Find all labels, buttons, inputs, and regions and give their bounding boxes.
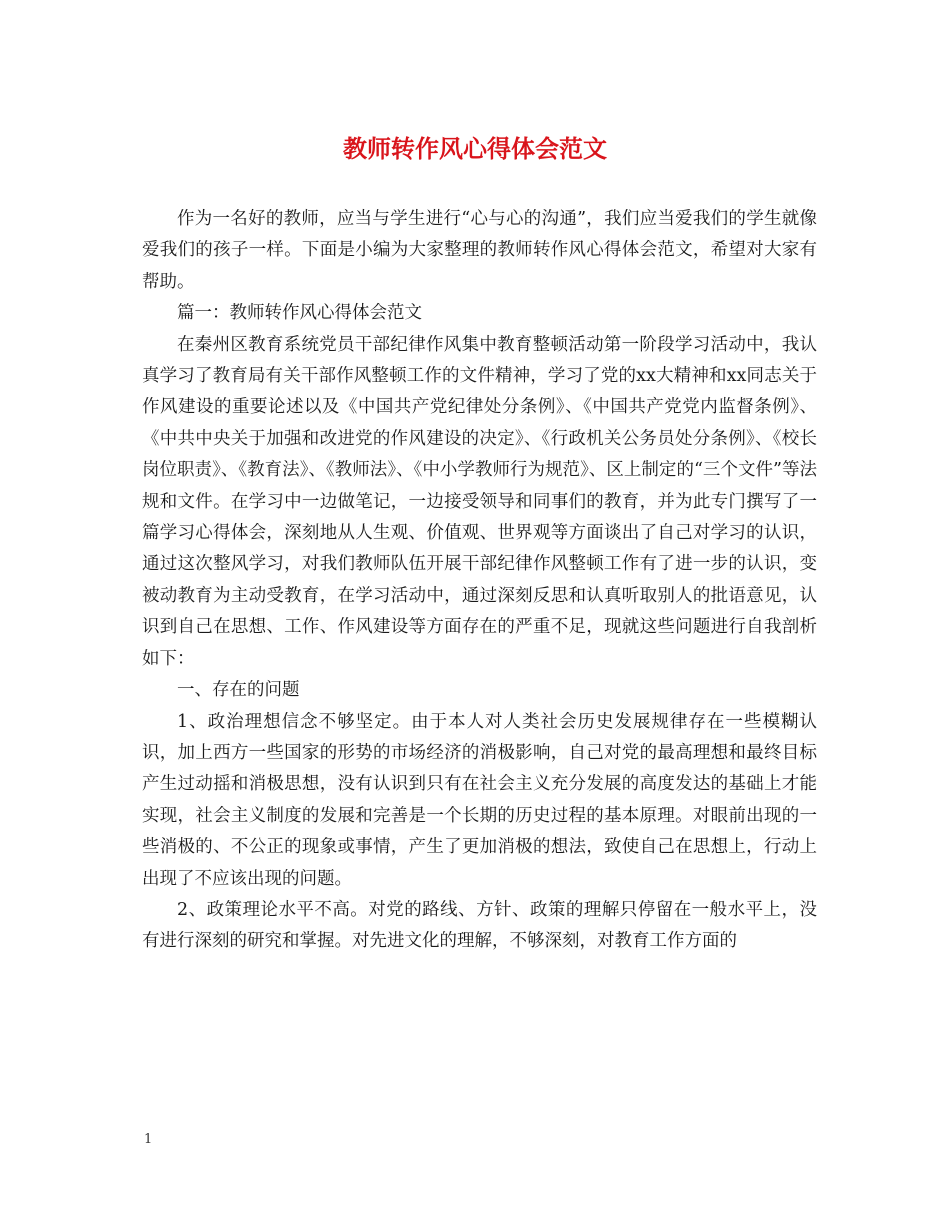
page-number: 1 xyxy=(144,1132,153,1147)
study-paragraph: 在秦州区教育系统党员干部纪律作风集中教育整顿活动第一阶段学习活动中，我认真学习了教育局有关干部作风整顿工作的文件精神，学习了党的xx大精神和xx同志关于作风建设的重要论述以及《中国共产党纪律处分条例》、《中国共产党党内监督条例》、《中共中央关于加强和改进党的作风建设的决定》、《行政机关公务员处分条例》、《校长岗位职责》、《教育法》、《教师法》、《中小学教师行为规范》、区上制定的“三个文件”等法规和文件。在学习中一边做笔记，一边接受领导和同事们的教育，并为此专门撰写了一篇学习心得体会，深刻地从人生观、价值观、世界观等方面谈出了自己对学习的认识，通过这次整风学习，对我们教师队伍开展干部纪律作风整顿工作有了进一步的认识，变被动教育为主动受教育，在学习活动中，通过深刻反思和认真听取别人的批语意见，认识到自己在思想、工作、作风建设等方面存在的严重不足，现就这些问题进行自我剖析如下： xyxy=(142,334,817,669)
section-heading-problems: 一、存在的问题 xyxy=(177,680,300,701)
problem-paragraph-2: 2、政策理论水平不高。对党的路线、方针、政策的理解只停留在一般水平上，没有进行深刻的研究和掌握。对先进文化的理解，不够深刻，对教育工作方面的 xyxy=(142,899,817,952)
section-heading-part-one: 篇一：教师转作风心得体会范文 xyxy=(177,303,422,324)
document-title: 教师转作风心得体会范文 xyxy=(343,135,607,163)
intro-paragraph: 作为一名好的教师，应当与学生进行“心与心的沟通”，我们应当爱我们的学生就像爱我们的孩子一样。下面是小编为大家整理的教师转作风心得体会范文，希望对大家有帮助。 xyxy=(142,209,817,292)
problem-paragraph-1: 1、政治理想信念不够坚定。由于本人对人类社会历史发展规律存在一些模糊认识，加上西方一些国家的形势的市场经济的消极影响，自己对党的最高理想和最终目标产生过动摇和消极思想，没有认识到只有在社会主义充分发展的高度发达的基础上才能实现，社会主义制度的发展和完善是一个长期的历史过程的基本原理。对眼前出现的一些消极的、不公正的现象或事情，产生了更加消极的想法，致使自己在思想上，行动上出现了不应该出现的问题。 xyxy=(142,711,817,889)
document-body xyxy=(142,204,817,958)
